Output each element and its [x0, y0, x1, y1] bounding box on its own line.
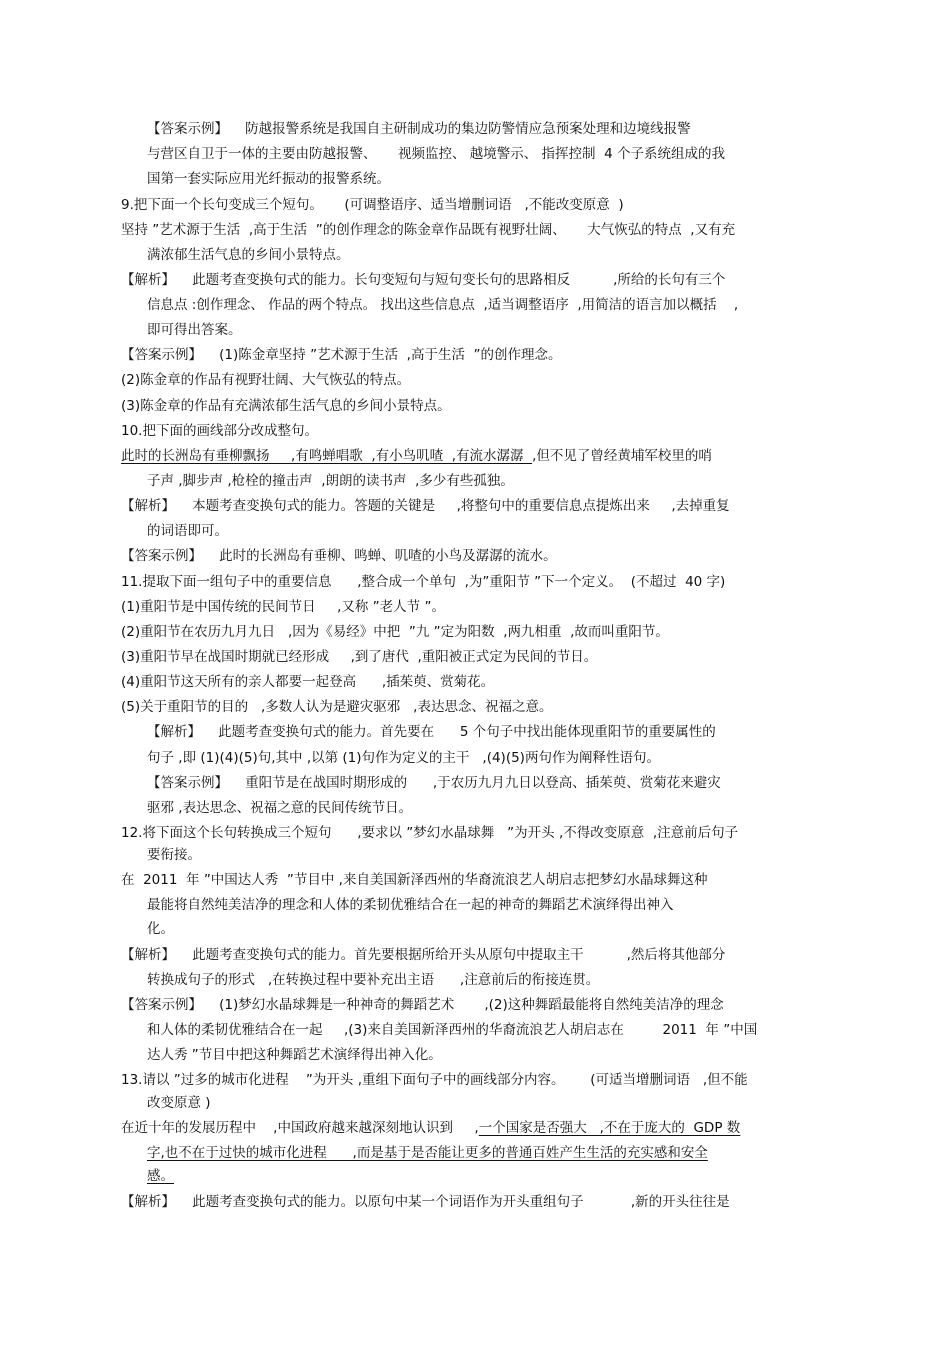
- line-text: 【解析】 此题考查变换句式的能力。以原句中某一个词语作为开头重组句子 ,新的开头往往是: [121, 1194, 730, 1210]
- text-line: [121, 195, 624, 217]
- text-line: [121, 1070, 748, 1092]
- text-line: [147, 119, 691, 141]
- line-text: (3)陈金章的作品有充满浓郁生活气息的乡间小景特点。: [121, 398, 451, 414]
- line-text: 【解析】 此题考查变换句式的能力。首先要在 5 个句子中找出能体现重阳节的重要属性的: [147, 724, 716, 740]
- line-text: 13.请以 ”过多的城市化进程 ”为开头 ,重组下面句子中的画线部分内容。 (可适当增删词语 ,但不能: [121, 1072, 748, 1088]
- line-text: 化。: [147, 921, 174, 937]
- line-text: 9.把下面一个长句变成三个短句。 (可调整语序、适当增删词语 ,不能改变原意 ): [121, 197, 624, 213]
- text-line: [147, 144, 725, 166]
- text-line: [121, 672, 494, 694]
- line-text: (1)重阳节是中国传统的民间节日 ,又称 ”老人节 ”。: [121, 599, 445, 615]
- line-text: 【解析】 此题考查变换句式的能力。长句变短句与短句变长句的思路相反 ,所给的长句有三个: [121, 272, 726, 288]
- text-line: [147, 169, 390, 191]
- text-line: [147, 895, 674, 917]
- line-text: 在近十年的发展历程中 ,中国政府越来越深刻地认识到 ,: [121, 1120, 479, 1136]
- line-text: 【答案示例】 防越报警系统是我国自主研制成功的集边防警情应急预案处理和边境线报警: [147, 121, 691, 137]
- text-line: [121, 597, 445, 619]
- line-text: 和人体的柔韧优雅结合在一起 ,(3)来自美国新泽西州的华裔流浪艺人胡启志在 2011 年 ”中国: [147, 1022, 758, 1038]
- text-line: [147, 471, 514, 493]
- text-line: [147, 773, 721, 795]
- line-text: 11.提取下面一组句子中的重要信息 ,整合成一个单句 ,为”重阳节 ”下一个定义。 (不超过 40 字): [121, 574, 726, 590]
- line-text: (4)重阳节这天所有的亲人都要一起登高 ,插茱萸、赏菊花。: [121, 674, 495, 690]
- underlined-text: 感。: [147, 1168, 174, 1184]
- text-line: [147, 295, 738, 317]
- text-line: [121, 421, 318, 443]
- line-text: 句子 ,即 (1)(4)(5)句,其中 ,以第 (1)句作为定义的主干 ,(4)(5)两句作为阐释性语句。: [147, 750, 660, 766]
- text-line: [147, 521, 228, 543]
- line-text: 在 2011 年 ”中国达人秀 ”节目中 ,来自美国新泽西州的华裔流浪艺人胡启志把梦幻水晶球舞这种: [121, 872, 708, 888]
- line-text: 【解析】 此题考查变换句式的能力。首先要根据所给开头从原句中提取主干 ,然后将其他部分: [121, 947, 726, 963]
- text-line: [121, 220, 735, 242]
- text-line: [147, 320, 242, 342]
- underlined-text: 一个国家是否强大 ,不在于庞大的 GDP 数: [478, 1120, 741, 1136]
- line-text: 满浓郁生活气息的乡间小景特点。: [147, 247, 350, 263]
- line-text: 【答案示例】 重阳节是在战国时期形成的 ,于农历九月九日以登高、插茱萸、赏菊花来避灾: [147, 775, 721, 791]
- line-text: 的词语即可。: [147, 523, 228, 539]
- text-line: [147, 1020, 757, 1042]
- line-text: 【答案示例】 此时的长洲岛有垂柳、鸣蝉、叽喳的小鸟及潺潺的流水。: [121, 548, 557, 564]
- line-text: 【答案示例】 (1)陈金章坚持 ”艺术源于生活 ,高于生活 ”的创作理念。: [121, 347, 562, 363]
- text-line: [121, 647, 597, 669]
- line-text: 坚持 ”艺术源于生活 ,高于生活 ”的创作理念的陈金章作品既有视野壮阔、 大气恢弘的特点 ,又有充: [121, 222, 736, 238]
- text-line: [121, 823, 738, 845]
- line-text: 10.把下面的画线部分改成整句。: [121, 423, 318, 439]
- text-line: [147, 919, 174, 941]
- text-line: [121, 370, 410, 392]
- text-line: [147, 1045, 442, 1067]
- line-text: 【答案示例】 (1)梦幻水晶球舞是一种神奇的舞蹈艺术 ,(2)这种舞蹈最能将自然纯美洁净的理念: [121, 997, 724, 1013]
- line-text: 最能将自然纯美洁净的理念和人体的柔韧优雅结合在一起的神奇的舞蹈艺术演绎得出神入: [147, 897, 674, 913]
- text-line: [121, 496, 730, 518]
- underlined-text: 字,也不在于过快的城市化进程 ,而是基于是否能让更多的普通百姓产生生活的充实感和安全: [147, 1145, 708, 1161]
- text-line: [121, 697, 552, 719]
- text-line: [121, 870, 707, 892]
- text-line: [147, 1093, 211, 1115]
- line-text: (2)重阳节在农历九月九日 ,因为《易经》中把 ”九 ”定为阳数 ,两九相重 ,故而叫重阳节。: [121, 624, 669, 640]
- text-line: [147, 722, 716, 744]
- text-line: [147, 1143, 708, 1165]
- text-line: [147, 1166, 174, 1188]
- text-line: [147, 798, 412, 820]
- text-line: [121, 1192, 730, 1214]
- line-text: 达人秀 ”节目中把这种舞蹈艺术演绎得出神入化。: [147, 1047, 442, 1063]
- text-line: [147, 845, 201, 867]
- line-text: ,但不见了曾经黄埔军校里的哨: [532, 448, 712, 464]
- text-line: [147, 245, 350, 267]
- line-text: 信息点 :创作理念、 作品的两个特点。 找出这些信息点 ,适当调整语序 ,用简洁的语言加以概括 ,: [147, 297, 739, 313]
- text-line: [147, 970, 599, 992]
- text-line: [121, 546, 557, 568]
- text-line: [121, 995, 724, 1017]
- line-text: 与营区自卫于一体的主要由防越报警、 视频监控、 越境警示、 指挥控制 4 个子系统组成的我: [147, 146, 726, 162]
- text-line: [121, 622, 669, 644]
- text-line: [121, 446, 712, 468]
- text-line: [121, 945, 725, 967]
- text-line: [121, 345, 562, 367]
- text-line: [121, 270, 725, 292]
- line-text: 子声 ,脚步声 ,枪栓的撞击声 ,朗朗的读书声 ,多少有些孤独。: [147, 473, 514, 489]
- text-line: [121, 396, 451, 418]
- text-line: [147, 748, 660, 770]
- underlined-text: 此时的长洲岛有垂柳飘扬 ,有鸣蝉唱歌 ,有小鸟叽喳 ,有流水潺潺: [121, 448, 533, 464]
- line-text: (2)陈金章的作品有视野壮阔、大气恢弘的特点。: [121, 372, 411, 388]
- line-text: 即可得出答案。: [147, 322, 242, 338]
- line-text: 【解析】 本题考查变换句式的能力。答题的关键是 ,将整句中的重要信息点提炼出来 ,去掉重复: [121, 498, 730, 514]
- line-text: (5)关于重阳节的目的 ,多数人认为是避灾驱邪 ,表达思念、祝福之意。: [121, 699, 553, 715]
- text-line: [121, 572, 725, 594]
- text-line: [121, 1118, 740, 1140]
- line-text: 转换成句子的形式 ,在转换过程中要补充出主语 ,注意前后的衔接连贯。: [147, 972, 600, 988]
- line-text: (3)重阳节早在战国时期就已经形成 ,到了唐代 ,重阳被正式定为民间的节日。: [121, 649, 598, 665]
- line-text: 驱邪 ,表达思念、祝福之意的民间传统节日。: [147, 800, 413, 816]
- line-text: 12.将下面这个长句转换成三个短句 ,要求以 ”梦幻水晶球舞 ”为开头 ,不得改变原意 ,注意前后句子: [121, 825, 739, 841]
- line-text: 国第一套实际应用光纤振动的报警系统。: [147, 171, 390, 187]
- line-text: 改变原意 ): [147, 1095, 211, 1111]
- line-text: 要衔接。: [147, 847, 201, 863]
